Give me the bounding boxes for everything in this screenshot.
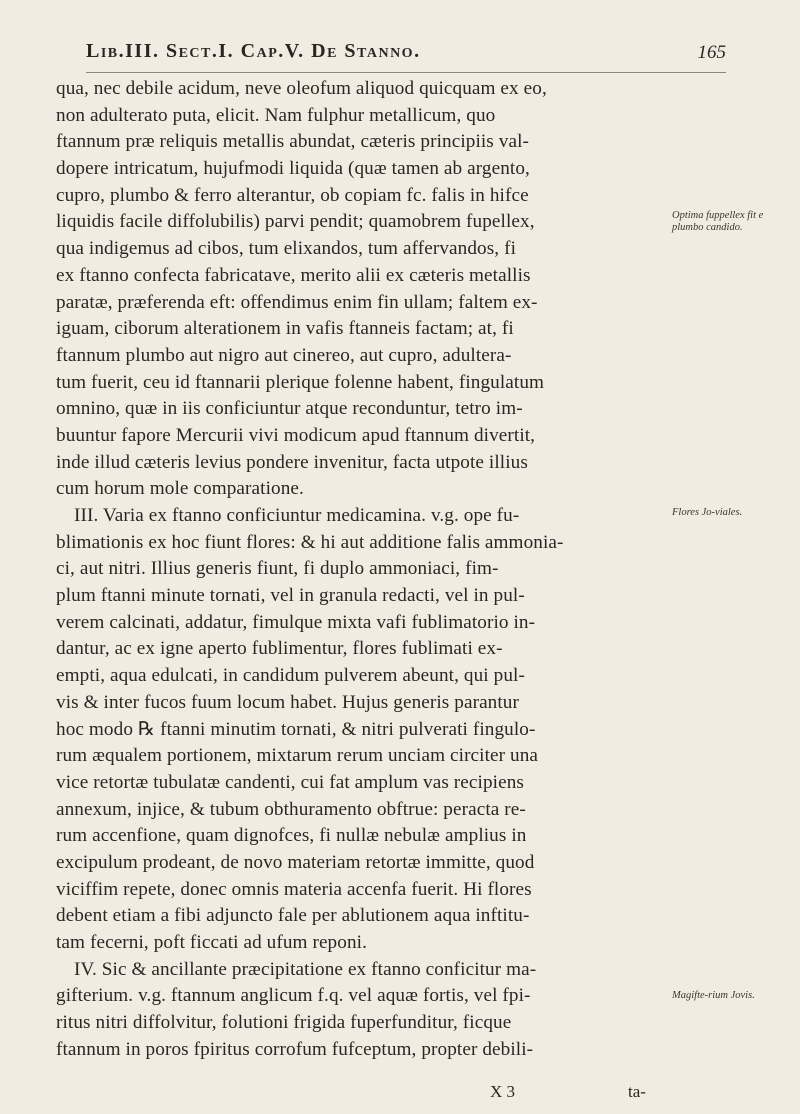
catchword: ta- [628, 1082, 646, 1101]
text-line: rum accenfione, quam dignofces, fi nullæ nebulæ amplius in [56, 825, 527, 847]
body-text [56, 76, 656, 1063]
paragraph-start-IV: IV. Sic & ancillante præcipitatione ex ftanno conficitur ma- [74, 958, 537, 980]
text-line: viciffim repete, donec omnis materia accenfa fuerit. Hi flores [56, 878, 532, 900]
page-header [86, 40, 726, 74]
text-line: non adulterato puta, elicit. Nam fulphur metallicum, quo [56, 104, 496, 126]
text-line: dopere intricatum, hujufmodi liquida (quæ tamen ab argento, [56, 158, 530, 180]
text-line: dantur, ac ex igne aperto fublimentur, flores fublimati ex- [56, 638, 503, 660]
margin-note-magisterium: Magifte-rium Jovis. [672, 990, 755, 1001]
page-number: 165 [697, 42, 726, 63]
text-line: inde illud cæteris levius pondere invenitur, facta utpote illius [56, 451, 528, 473]
running-head: Lib.III. Sect.I. Cap.V. De Stanno. [86, 40, 421, 62]
text-line: buuntur fapore Mercurii vivi modicum apud ftannum divertit, [56, 424, 536, 446]
text-line: hoc modo ℞ ftanni minutim tornati, & nitri pulverati fingulo- [56, 718, 536, 740]
text-line: debent etiam a fibi adjuncto fale per ablutionem aqua inftitu- [56, 905, 530, 927]
text-line: gifterium. v.g. ftannum anglicum f.q. vel aquæ fortis, vel fpi- [56, 985, 531, 1007]
text-line: empti, aqua edulcati, in candidum pulverem abeunt, qui pul- [56, 665, 525, 687]
text-line: ftannum plumbo aut nigro aut cinereo, aut cupro, adultera- [56, 344, 512, 366]
text-line: blimationis ex hoc fiunt flores: & hi aut additione falis ammonia- [56, 531, 564, 553]
text-line: vis & inter fucos fuum locum habet. Hujus generis parantur [56, 691, 519, 713]
text-line: ftannum præ reliquis metallis abundat, cæteris principiis val- [56, 131, 529, 153]
text-line: rum æqualem portionem, mixtarum rerum unciam circiter una [56, 745, 539, 767]
text-line: excipulum prodeant, de novo materiam retortæ immitte, quod [56, 851, 535, 873]
text-line: liquidis facile diffolubilis) parvi pendit; quamobrem fupellex, [56, 211, 535, 233]
text-line: ritus nitri diffolvitur, folutioni frigida fuperfunditur, ficque [56, 1012, 512, 1034]
text-line: iguam, ciborum alterationem in vafis ftanneis factam; at, fi [56, 318, 514, 340]
text-line: tum fuerit, ceu id ftannarii plerique folenne habent, fingulatum [56, 371, 545, 393]
paragraph-start-III: III. Varia ex ftanno conficiuntur medicamina. v.g. ope fu- [74, 505, 520, 526]
text-line: vice retortæ tubulatæ candenti, cui fat amplum vas recipiens [56, 771, 524, 793]
text-line: qua, nec debile acidum, neve oleofum aliquod quicquam ex eo, [56, 78, 547, 99]
text-line: plum ftanni minute tornati, vel in granula redacti, vel in pul- [56, 585, 525, 607]
text-line: ex ftanno confecta fabricatave, merito alii ex cæteris metallis [56, 264, 531, 286]
text-line: paratæ, præferenda eft: offendimus enim fin ullam; faltem ex- [56, 291, 538, 313]
text-line: ftannum in poros fpiritus corrofum fufceptum, propter debili- [56, 1038, 534, 1060]
text-line: cupro, plumbo & ferro alterantur, ob copiam fc. falis in hifce [56, 184, 529, 206]
text-line: verem calcinati, addatur, fimulque mixta vafi fublimatorio in- [56, 611, 536, 633]
margin-note-flores: Flores Jo-viales. [672, 507, 743, 518]
text-line: tam fecerni, poft ficcati ad ufum reponi. [56, 932, 367, 953]
text-line: omnino, quæ in iis conficiuntur atque reconduntur, tetro im- [56, 398, 523, 420]
text-line: ci, aut nitri. Illius generis fiunt, fi duplo ammoniaci, fim- [56, 558, 499, 580]
signature-mark: X 3 [490, 1082, 516, 1101]
text-line: qua indigemus ad cibos, tum elixandos, tum affervandos, fi [56, 238, 516, 260]
text-line: cum horum mole comparatione. [56, 478, 304, 500]
text-line: annexum, injice, & tubum obthuramento obftrue: peracta re- [56, 798, 526, 820]
margin-note-optima: Optima fuppellex fit e plumbo candido. [672, 210, 764, 233]
header-rule [86, 72, 726, 73]
